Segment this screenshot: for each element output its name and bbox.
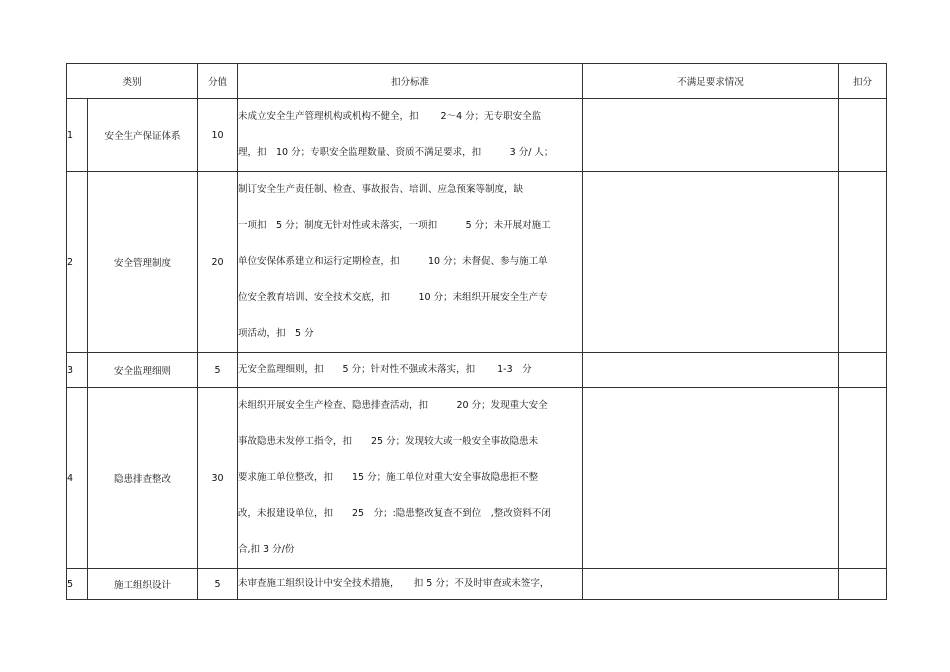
criteria-line: 合,扣 3 分/份 [238,544,295,555]
row-criteria [238,353,583,388]
row-deduction[interactable] [839,172,887,353]
row-category: 安全生产保证体系 [88,99,198,172]
criteria-line: 改，未报建设单位，扣 25 分；:隐患整改复查不到位 ,整改资料不闭 [238,508,551,519]
header-row [67,64,887,99]
row-score: 5 [198,353,238,388]
row-criteria [238,99,583,172]
row-score: 10 [198,99,238,172]
row-score: 5 [198,569,238,600]
row-number: 2 [67,172,88,353]
header-criteria: 扣分标准 [238,64,583,99]
row-category: 安全监理细则 [88,353,198,388]
criteria-line: 一项扣 5 分；制度无针对性或未落实，一项扣 5 分；未开展对施工 [238,220,551,231]
header-deduction: 扣分 [839,64,887,99]
row-criteria [238,172,583,353]
criteria-line: 未组织开展安全生产检查、隐患排查活动，扣 20 分；发现重大安全 [238,400,548,411]
criteria-line: 单位安保体系建立和运行定期检查，扣 10 分；未督促、参与施工单 [238,256,548,267]
row-criteria [238,569,583,600]
criteria-line: 无安全监理细则，扣 5 分；针对性不强或未落实，扣 1-3 分 [238,364,532,375]
table-row [67,569,887,600]
row-deduction[interactable] [839,569,887,600]
criteria-line: 要求施工单位整改，扣 15 分；施工单位对重大安全事故隐患拒不整 [238,472,539,483]
row-number: 1 [67,99,88,172]
criteria-line: 制订安全生产责任制、检查、事故报告、培训、应急预案等制度，缺 [238,184,524,195]
row-deduction[interactable] [839,353,887,388]
row-category: 隐患排查整改 [88,388,198,569]
row-number: 5 [67,569,88,600]
row-category: 安全管理制度 [88,172,198,353]
row-criteria [238,388,583,569]
criteria-line: 项活动，扣 5 分 [238,328,314,339]
row-situation[interactable] [583,569,839,600]
row-deduction[interactable] [839,99,887,172]
row-number: 4 [67,388,88,569]
evaluation-table [66,63,887,600]
criteria-line: 位安全教育培训、安全技术交底，扣 10 分；未组织开展安全生产专 [238,292,548,303]
header-situation: 不满足要求情况 [583,64,839,99]
criteria-line: 理，扣 10 分；专职安全监理数量、资质不满足要求，扣 3 分/ 人； [238,147,554,158]
criteria-line: 事故隐患未发停工指令，扣 25 分；发现较大或一般安全事故隐患未 [238,436,539,447]
criteria-line: 未成立安全生产管理机构或机构不健全，扣 2～4 分；无专职安全监 [238,111,542,122]
header-score: 分值 [198,64,238,99]
table-row [67,388,887,569]
row-situation[interactable] [583,99,839,172]
row-situation[interactable] [583,353,839,388]
row-number: 3 [67,353,88,388]
row-situation[interactable] [583,172,839,353]
table-row [67,353,887,388]
row-deduction[interactable] [839,388,887,569]
row-situation[interactable] [583,388,839,569]
row-category: 施工组织设计 [88,569,198,600]
row-score: 30 [198,388,238,569]
header-category: 类别 [67,64,198,99]
table-row [67,172,887,353]
table-row [67,99,887,172]
row-score: 20 [198,172,238,353]
criteria-line: 未审查施工组织设计中安全技术措施， 扣 5 分；不及时审查或未签字， [238,578,550,589]
